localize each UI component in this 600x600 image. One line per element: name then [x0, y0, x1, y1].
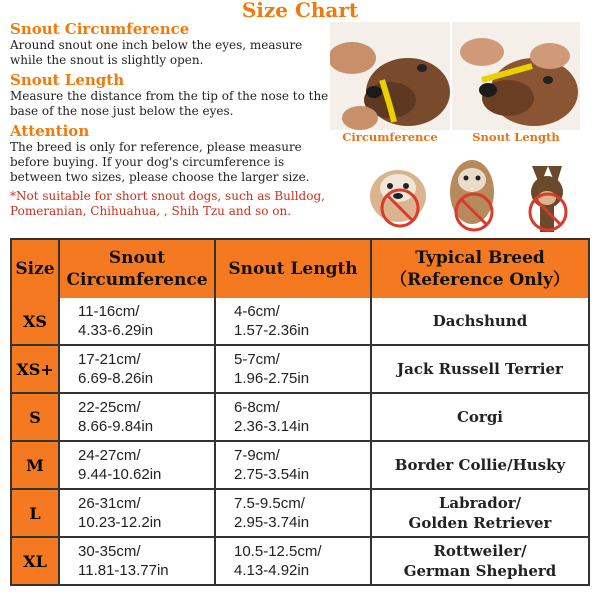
breed-line-2: German Shepherd: [403, 562, 557, 580]
length-cm: 5-7cm/: [234, 351, 280, 368]
length-cell: [216, 298, 372, 346]
circumference-in: 8.66-9.84in: [78, 418, 154, 435]
circumference-photo-label: Circumference: [342, 130, 438, 144]
breed-line-1: Dachshund: [432, 312, 528, 330]
breed-cell: [372, 394, 588, 442]
circumference-in: 4.33-6.29in: [78, 322, 154, 339]
breed-cell: [372, 298, 588, 346]
top-section: [0, 0, 600, 232]
circumference-photo: [330, 22, 450, 130]
circumference-cm: 22-25cm/: [78, 399, 141, 416]
circumference-in: 9.44-10.62in: [78, 466, 162, 483]
length-in: 2.36-3.14in: [234, 418, 310, 435]
warning-text: *Not suitable for short snout dogs, such as Bulldog, Pomeranian, Chihuahua, , Shih Tzu and so on.: [10, 189, 325, 218]
circumference-text: Around snout one inch below the eyes, measure while the snout is slightly open.: [10, 38, 303, 67]
circumference-in: 11.81-13.77in: [78, 562, 169, 579]
length-cell: [216, 442, 372, 490]
length-cm: 4-6cm/: [234, 303, 280, 320]
length-cm: 10.5-12.5cm/: [234, 543, 322, 560]
table-row: [12, 538, 588, 584]
breed-line-2: Golden Retriever: [408, 514, 552, 532]
breed-line-1: Rottweiler/: [433, 542, 527, 560]
length-heading: Snout Length: [10, 71, 125, 89]
circumference-cm: 30-35cm/: [78, 543, 141, 560]
header-circumference-line-1: Snout: [108, 248, 166, 268]
breed-cell: [372, 538, 588, 584]
length-in: 1.96-2.75in: [234, 370, 310, 387]
unsuitable-breeds-icons: [360, 146, 590, 236]
length-cm: 7.5-9.5cm/: [234, 495, 305, 512]
header-size: Size: [12, 240, 60, 298]
length-cell: [216, 490, 372, 538]
circumference-cell: [60, 538, 216, 584]
length-text: Measure the distance from the tip of the nose to the base of the nose just below the eyes.: [10, 89, 329, 118]
length-in: 1.57-2.36in: [234, 322, 310, 339]
header-breed-line-2: （Reference Only）: [390, 270, 570, 290]
header-breed: [372, 240, 588, 298]
breed-line-1: Corgi: [456, 408, 504, 426]
circumference-cell: [60, 298, 216, 346]
breed-line-1: Labrador/: [438, 494, 522, 512]
circumference-heading: Snout Circumference: [10, 20, 190, 38]
snout-length-photo: [452, 22, 580, 130]
length-cm: 6-8cm/: [234, 399, 280, 416]
circumference-cm: 11-16cm/: [78, 303, 140, 320]
length-cm: 7-9cm/: [234, 447, 280, 464]
circumference-in: 6.69-8.26in: [78, 370, 154, 387]
circumference-cell: [60, 394, 216, 442]
length-cell: [216, 346, 372, 394]
size-cell: XL: [12, 538, 60, 584]
circumference-cm: 24-27cm/: [78, 447, 141, 464]
breed-cell: [372, 442, 588, 490]
length-in: 4.13-4.92in: [234, 562, 310, 579]
breed-line-1: Jack Russell Terrier: [397, 360, 563, 378]
table-row: [12, 346, 588, 394]
circumference-cell: [60, 346, 216, 394]
size-cell: XS+: [12, 346, 60, 394]
header-circumference-line-2: Circumference: [66, 270, 208, 290]
breed-cell: [372, 490, 588, 538]
size-cell: L: [12, 490, 60, 538]
circumference-cell: [60, 490, 216, 538]
size-cell: M: [12, 442, 60, 490]
circumference-in: 10.23-12.2in: [78, 514, 162, 531]
table-header-row: [12, 240, 588, 298]
attention-heading: Attention: [10, 122, 90, 140]
circumference-cm: 17-21cm/: [78, 351, 141, 368]
length-in: 2.95-3.74in: [234, 514, 310, 531]
table-row: [12, 298, 588, 346]
circumference-cm: 26-31cm/: [78, 495, 141, 512]
length-cell: [216, 394, 372, 442]
header-snout-length: Snout Length: [216, 240, 372, 298]
snout-length-photo-label: Snout Length: [472, 130, 560, 144]
attention-text: The breed is only for reference, please measure before buying. If your dog's circumference is between two sizes, please choose the larger size.: [10, 140, 310, 184]
header-circumference: [60, 240, 216, 298]
instructions-panel: [10, 20, 330, 219]
length-cell: [216, 538, 372, 584]
page-title: Size Chart: [241, 0, 359, 22]
breed-cell: [372, 346, 588, 394]
size-cell: S: [12, 394, 60, 442]
circumference-cell: [60, 442, 216, 490]
length-in: 2.75-3.54in: [234, 466, 310, 483]
breed-line-1: Border Collie/Husky: [394, 456, 566, 474]
header-breed-line-1: Typical Breed: [415, 248, 545, 268]
table-row: [12, 490, 588, 538]
size-table: [10, 238, 590, 586]
table-row: [12, 442, 588, 490]
size-cell: XS: [12, 298, 60, 346]
table-row: [12, 394, 588, 442]
